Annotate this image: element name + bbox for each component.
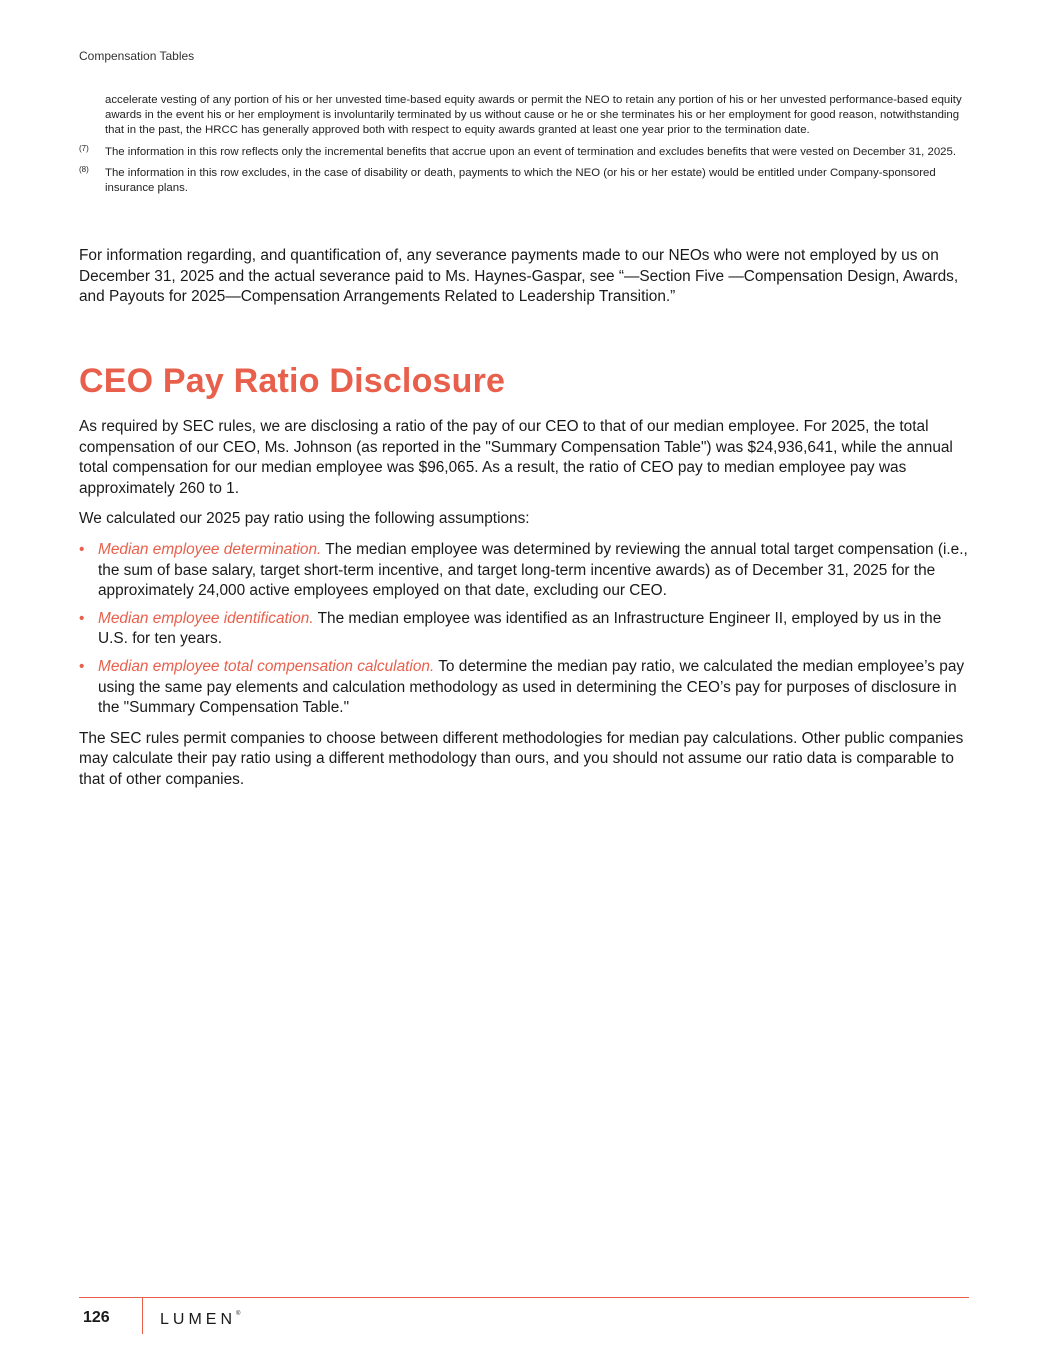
footnote-text: The information in this row reflects only the incremental benefits that accrue upon an event of termination and excludes benefits that were vested on December 31, 2025. (105, 145, 956, 158)
page-number: 126 (83, 1309, 110, 1326)
footnote-marker: (8) (79, 164, 89, 174)
list-item (79, 609, 971, 650)
methodology-paragraph: The SEC rules permit companies to choose between different methodologies for median pay calculations. Other public companies may calculate their pay ratio using a different methodology than ours, and you should not assume our ratio data is comparable to that of other companies. (79, 729, 964, 788)
footnote-8 (79, 166, 965, 196)
bullet-lead: Median employee determination. (98, 540, 322, 558)
assumptions-list (79, 540, 971, 719)
assumptions-intro: We calculated our 2025 pay ratio using the following assumptions: (79, 510, 530, 528)
footnote-text: The information in this row excludes, in the case of disability or death, payments to which the NEO (or his or her estate) would be entitled under Company-sponsored insurance plans. (105, 166, 936, 195)
registered-mark: ® (236, 1311, 241, 1317)
bullet-text: The median employee was determined by reviewing the annual total target compensation (i.e., the sum of base salary, target short-term incentive, and target long-term incentive awards) as of December 31, 2025 for the approximately 24,000 active employees employed on that date, excluding our CEO. (98, 540, 968, 600)
logo-text: LUMEN (160, 1311, 237, 1328)
footer-rule (79, 1297, 969, 1298)
bullet-icon: • (79, 657, 85, 675)
bullet-text: The median employee was identified as an Infrastructure Engineer II, employed by us in the U.S. for ten years. (98, 609, 942, 648)
footnote-continuation: accelerate vesting of any portion of his or her unvested time-based equity awards or permit the NEO to retain any portion of his or her unvested performance-based equity awards in the event his or her employment is involuntarily terminated by us without cause or he or she terminates his or her employment for good reason, notwithstanding that in the past, the HRCC has generally approved both with respect to equity awards granted at least one year prior to the termination date. (105, 94, 962, 137)
footnote-7 (79, 145, 965, 160)
list-item (79, 657, 971, 719)
lumen-logo (160, 1311, 240, 1329)
footnotes (79, 93, 965, 196)
section-body (79, 417, 971, 801)
running-header: Compensation Tables (79, 49, 195, 63)
bullet-icon: • (79, 609, 85, 627)
bullet-lead: Median employee identification. (98, 609, 314, 627)
pay-ratio-paragraph: As required by SEC rules, we are disclosing a ratio of the pay of our CEO to that of our median employee. For 2025, the total compensation of our CEO, Ms. Johnson (as reported in the "Summary Compensation Table") was $24,936,641, while the annual total compensation for our median employee was $96,065. As a result, the ratio of CEO pay to median employee pay was approximately 260 to 1. (79, 418, 953, 497)
bullet-icon: • (79, 540, 85, 558)
footer-divider (142, 1297, 143, 1334)
severance-info-paragraph: For information regarding, and quantification of, any severance payments made to our NEOs who were not employed by us on December 31, 2025 and the actual severance paid to Ms. Haynes-Gaspar, see “—Section Five —Compensation Design, Awards, and Payouts for 2025—Compensation Arrangements Related to Leadership Transition.” (79, 247, 959, 306)
footnote-marker: (7) (79, 143, 89, 153)
bullet-lead: Median employee total compensation calculation. (98, 657, 435, 675)
bullet-text: To determine the median pay ratio, we calculated the median employee’s pay using the same pay elements and calculation methodology as used in determining the CEO’s pay for purposes of disclosure in the "Summary Compensation Table." (98, 657, 965, 717)
section-title: CEO Pay Ratio Disclosure (79, 362, 506, 400)
list-item (79, 540, 971, 602)
